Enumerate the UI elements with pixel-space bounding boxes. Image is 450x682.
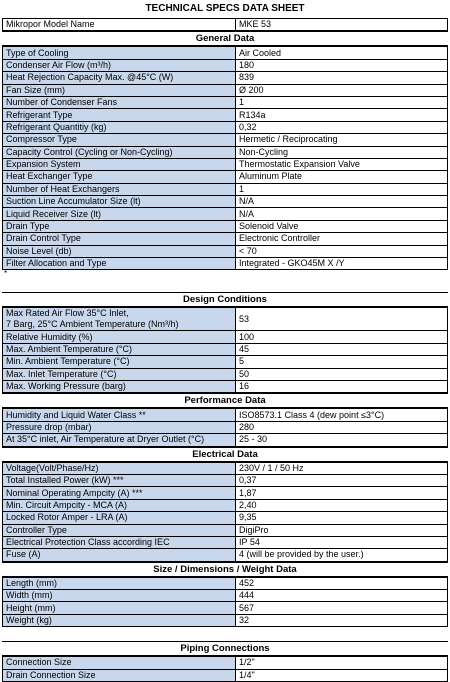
spec-row bbox=[3, 487, 448, 499]
spec-label: Max. Ambient Temperature (°C) bbox=[3, 343, 236, 355]
spec-row bbox=[3, 96, 448, 108]
general-table bbox=[2, 46, 448, 270]
spec-row bbox=[3, 233, 448, 245]
model-row bbox=[3, 19, 448, 31]
spec-value: 1 bbox=[236, 96, 448, 108]
spec-row bbox=[3, 146, 448, 158]
spec-value: N/A bbox=[236, 196, 448, 208]
spec-label: Length (mm) bbox=[3, 577, 236, 589]
spec-value: Integrated - GKO45M X /Y bbox=[236, 258, 448, 270]
spec-label: Drain Control Type bbox=[3, 233, 236, 245]
model-value: MKE 53 bbox=[236, 19, 448, 31]
spec-value: Thermostatic Expansion Valve bbox=[236, 158, 448, 170]
spec-label: Type of Cooling bbox=[3, 47, 236, 59]
spec-value: N/A bbox=[236, 208, 448, 220]
spec-row bbox=[3, 258, 448, 270]
spec-value: 230V / 1 / 50 Hz bbox=[236, 462, 448, 474]
spec-label: Electrical Protection Class according IEC bbox=[3, 536, 236, 548]
spec-value: ISO8573.1 Class 4 (dew point ≤3°C) bbox=[236, 409, 448, 421]
spec-label: Humidity and Liquid Water Class ** bbox=[3, 409, 236, 421]
spec-row bbox=[3, 196, 448, 208]
spec-value: 1/2" bbox=[236, 657, 448, 669]
spec-label: Heat Rejection Capacity Max. @45°C (W) bbox=[3, 72, 236, 84]
spec-row bbox=[3, 590, 448, 602]
spec-value: 2,40 bbox=[236, 499, 448, 511]
spec-row bbox=[3, 536, 448, 548]
spec-label: Refrigerant Quantitiy (kg) bbox=[3, 121, 236, 133]
airflow-label-line1: Max Rated Air Flow 35°C Inlet, bbox=[6, 308, 129, 319]
spec-label: Max. Working Pressure (barg) bbox=[3, 380, 236, 392]
spec-label: Voltage(Volt/Phase/Hz) bbox=[3, 462, 236, 474]
spec-value: < 70 bbox=[236, 245, 448, 257]
spec-value: 280 bbox=[236, 421, 448, 433]
spec-row bbox=[3, 669, 448, 681]
spec-label: At 35°C inlet, Air Temperature at Dryer Outlet (°C) bbox=[3, 434, 236, 446]
spec-value: Solenoid Valve bbox=[236, 220, 448, 232]
spec-label: Refrigerant Type bbox=[3, 109, 236, 121]
spec-value: R134a bbox=[236, 109, 448, 121]
spec-label: Drain Type bbox=[3, 220, 236, 232]
spec-label: Min. Ambient Temperature (°C) bbox=[3, 356, 236, 368]
spec-value: 16 bbox=[236, 380, 448, 392]
electrical-heading: Electrical Data bbox=[2, 447, 448, 462]
spec-value: Ø 200 bbox=[236, 84, 448, 96]
dimensions-table bbox=[2, 577, 448, 628]
spec-label: Fan Size (mm) bbox=[3, 84, 236, 96]
spec-value: 45 bbox=[236, 343, 448, 355]
spec-label: Weight (kg) bbox=[3, 614, 236, 626]
spec-value: 32 bbox=[236, 614, 448, 626]
general-heading: General Data bbox=[2, 31, 448, 46]
spec-row bbox=[3, 577, 448, 589]
performance-table bbox=[2, 408, 448, 446]
spec-row bbox=[3, 512, 448, 524]
spec-label: Filter Allocation and Type bbox=[3, 258, 236, 270]
spec-label: Controller Type bbox=[3, 524, 236, 536]
spec-label: Drain Connection Size bbox=[3, 669, 236, 681]
dimensions-heading: Size / Dimensions / Weight Data bbox=[2, 562, 448, 577]
spec-row bbox=[3, 549, 448, 561]
spec-label: Condenser Air Flow (m³/h) bbox=[3, 59, 236, 71]
spec-value: 100 bbox=[236, 331, 448, 343]
spec-label: Number of Heat Exchangers bbox=[3, 183, 236, 195]
spec-row bbox=[3, 134, 448, 146]
spec-row bbox=[3, 474, 448, 486]
spec-row bbox=[3, 380, 448, 392]
spec-label: Connection Size bbox=[3, 657, 236, 669]
spec-value: 0,37 bbox=[236, 474, 448, 486]
model-label: Mikropor Model Name bbox=[3, 19, 236, 31]
spec-label: Width (mm) bbox=[3, 590, 236, 602]
spec-row bbox=[3, 614, 448, 626]
spec-row bbox=[3, 331, 448, 343]
spec-value: 1,87 bbox=[236, 487, 448, 499]
spec-row bbox=[3, 47, 448, 59]
spec-label: Min. Circuit Ampcity - MCA (A) bbox=[3, 499, 236, 511]
model-table bbox=[2, 18, 448, 31]
spec-row bbox=[3, 409, 448, 421]
spec-value: 0,32 bbox=[236, 121, 448, 133]
performance-heading: Performance Data bbox=[2, 393, 448, 408]
spec-row bbox=[3, 421, 448, 433]
spec-value: 4 (will be provided by the user.) bbox=[236, 549, 448, 561]
general-note: * bbox=[4, 269, 8, 279]
spec-label: Expansion System bbox=[3, 158, 236, 170]
spec-label: Suction Line Accumulator Size (lt) bbox=[3, 196, 236, 208]
spec-label: Noise Level (db) bbox=[3, 245, 236, 257]
sheet-title: TECHNICAL SPECS DATA SHEET bbox=[145, 3, 305, 14]
spec-value: 452 bbox=[236, 577, 448, 589]
spec-value: 5 bbox=[236, 356, 448, 368]
spec-label: Compressor Type bbox=[3, 134, 236, 146]
spec-value: Hermetic / Reciprocating bbox=[236, 134, 448, 146]
spec-value: Air Cooled bbox=[236, 47, 448, 59]
electrical-table bbox=[2, 462, 448, 562]
spec-row bbox=[3, 368, 448, 380]
spec-row bbox=[3, 434, 448, 446]
design-heading: Design Conditions bbox=[2, 292, 448, 307]
spec-value: 180 bbox=[236, 59, 448, 71]
spec-row bbox=[3, 158, 448, 170]
spec-label: Nominal Operating Ampcity (A) *** bbox=[3, 487, 236, 499]
spec-value: 839 bbox=[236, 72, 448, 84]
spec-label: Locked Rotor Amper - LRA (A) bbox=[3, 512, 236, 524]
spec-value: Aluminum Plate bbox=[236, 171, 448, 183]
spec-row bbox=[3, 183, 448, 195]
spec-label: Relative Humidity (%) bbox=[3, 331, 236, 343]
spec-label: Number of Condenser Fans bbox=[3, 96, 236, 108]
spec-row bbox=[3, 72, 448, 84]
spec-sheet bbox=[2, 0, 448, 682]
design-table bbox=[2, 307, 448, 393]
spec-label: Capacity Control (Cycling or Non-Cycling) bbox=[3, 146, 236, 158]
spec-value: 567 bbox=[236, 602, 448, 614]
piping-table bbox=[2, 656, 448, 682]
spec-value: 50 bbox=[236, 368, 448, 380]
spec-label: Max. Inlet Temperature (°C) bbox=[3, 368, 236, 380]
spec-label: Height (mm) bbox=[3, 602, 236, 614]
spec-value: 1/4" bbox=[236, 669, 448, 681]
spec-value: Non-Cycling bbox=[236, 146, 448, 158]
design-row-airflow bbox=[3, 308, 448, 331]
spec-row bbox=[3, 602, 448, 614]
spec-row bbox=[3, 343, 448, 355]
spec-row bbox=[3, 462, 448, 474]
spec-row bbox=[3, 245, 448, 257]
spec-label: Liquid Receiver Size (lt) bbox=[3, 208, 236, 220]
spec-row bbox=[3, 84, 448, 96]
spec-row bbox=[3, 59, 448, 71]
spec-row bbox=[3, 208, 448, 220]
airflow-value: 53 bbox=[236, 308, 448, 331]
spec-value: 25 - 30 bbox=[236, 434, 448, 446]
spec-row bbox=[3, 356, 448, 368]
spec-row bbox=[3, 171, 448, 183]
spec-row bbox=[3, 109, 448, 121]
spec-label: Heat Exchanger Type bbox=[3, 171, 236, 183]
spec-value: IP 54 bbox=[236, 536, 448, 548]
spec-label: Fuse (A) bbox=[3, 549, 236, 561]
spec-label: Total Installed Power (kW) *** bbox=[3, 474, 236, 486]
spec-row bbox=[3, 121, 448, 133]
spec-row bbox=[3, 499, 448, 511]
spec-row bbox=[3, 524, 448, 536]
airflow-label bbox=[3, 308, 236, 331]
spec-value: 444 bbox=[236, 590, 448, 602]
spec-label: Pressure drop (mbar) bbox=[3, 421, 236, 433]
spec-row bbox=[3, 220, 448, 232]
spec-value: Electronic Controller bbox=[236, 233, 448, 245]
airflow-label-line2: 7 Barg, 25°C Ambient Temperature (Nm³/h) bbox=[6, 319, 179, 330]
spec-value: 1 bbox=[236, 183, 448, 195]
piping-heading: Piping Connections bbox=[2, 641, 448, 656]
spec-value: DigiPro bbox=[236, 524, 448, 536]
spec-row bbox=[3, 657, 448, 669]
spec-value: 9,35 bbox=[236, 512, 448, 524]
